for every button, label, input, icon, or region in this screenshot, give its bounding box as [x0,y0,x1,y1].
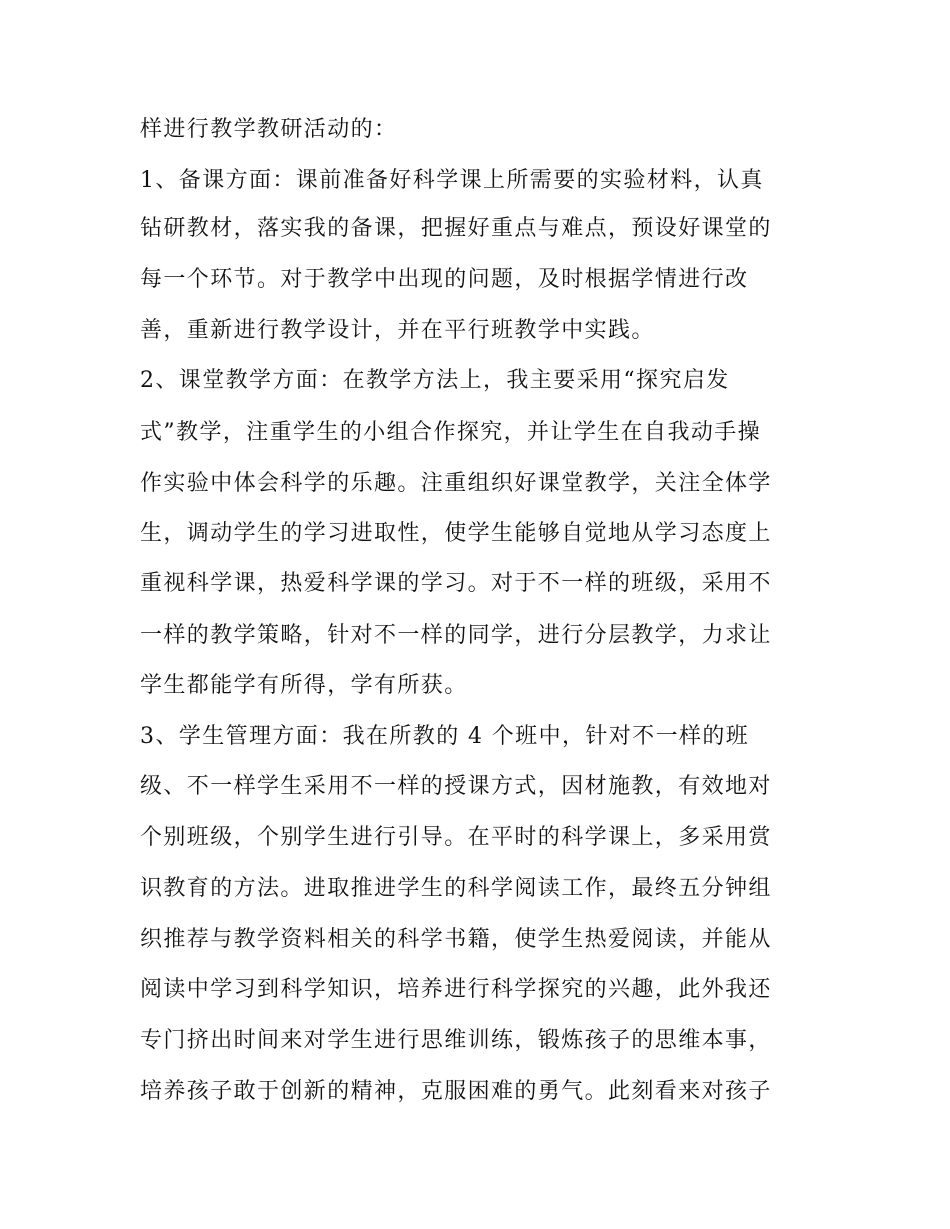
text-line: 专门挤出时间来对学生进行思维训练，锻炼孩子的思维本事， [140,1028,772,1053]
text-line: 级、不一样学生采用不一样的授课方式，因材施教，有效地对 [140,774,772,799]
text-line: 培养孩子敢于创新的精神，克服困难的勇气。此刻看来对孩子 [140,1079,772,1104]
text-line: 一样的教学策略，针对不一样的同学，进行分层教学，力求让 [140,623,772,648]
text-line: 重视科学课，热爱科学课的学习。对于不一样的班级，采用不 [140,571,772,596]
text-line: 1、备课方面：课前准备好科学课上所需要的实验材料，认真 [140,168,764,193]
text-line: 样进行教学教研活动的： [140,117,398,142]
text-line: 织推荐与教学资料相关的科学书籍，使学生热爱阅读，并能从 [140,927,772,952]
text-line: 3、学生管理方面：我在所教的 4 个班中，针对不一样的班 [140,724,750,749]
text-line: 钻研教材，落实我的备课，把握好重点与难点，预设好课堂的 [140,216,772,241]
text-line: 式”教学，注重学生的小组合作探究，并让学生在自我动手操 [140,420,762,445]
text-line: 阅读中学习到科学知识，培养进行科学探究的兴趣，此外我还 [140,977,772,1002]
text-line: 识教育的方法。进取推进学生的科学阅读工作，最终五分钟组 [140,876,772,901]
text-line: 个别班级，个别学生进行引导。在平时的科学课上，多采用赏 [140,825,772,850]
text-line: 学生都能学有所得，学有所获。 [140,673,468,698]
text-line: 每一个环节。对于教学中出现的问题，及时根据学情进行改 [140,267,749,292]
text-line: 作实验中体会科学的乐趣。注重组织好课堂教学，关注全体学 [140,471,772,496]
text-line: 生，调动学生的学习进取性，使学生能够自觉地从学习态度上 [140,521,772,546]
text-line: 善，重新进行教学设计，并在平行班教学中实践。 [140,318,655,343]
text-line: 2、课堂教学方面：在教学方法上，我主要采用“探究启发 [140,368,730,393]
